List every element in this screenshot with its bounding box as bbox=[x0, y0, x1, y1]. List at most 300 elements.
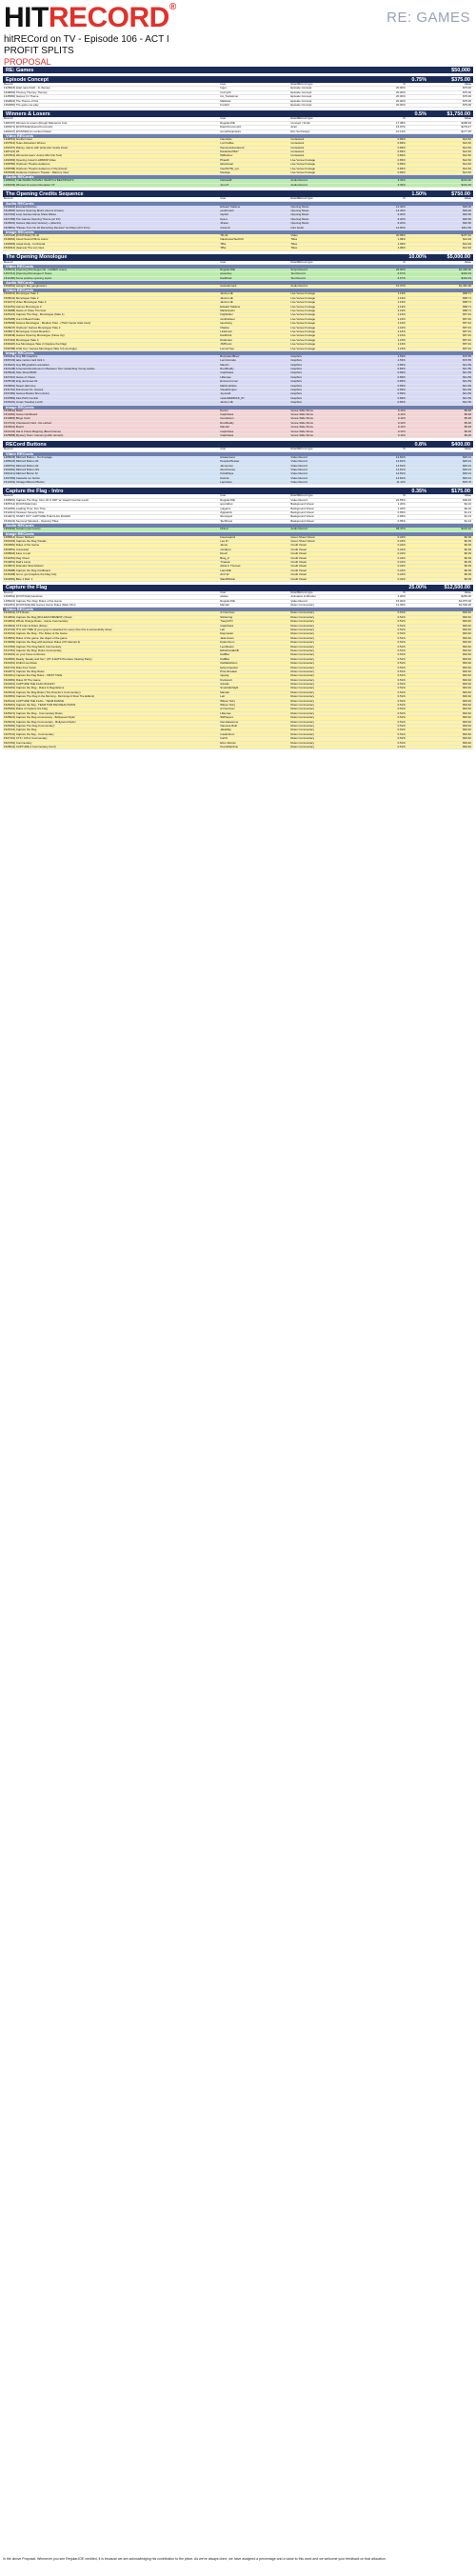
role-type: Background Visual bbox=[290, 519, 314, 523]
user-name: David Krummohz bbox=[220, 126, 242, 130]
value-cell: $58.71 bbox=[463, 292, 471, 296]
percent-cell: 1.16% bbox=[397, 343, 406, 347]
column-header: % bbox=[403, 197, 406, 201]
record-title[interactable]: 1527161] CTF / CIS-4 Commentary bbox=[4, 737, 48, 741]
record-title[interactable]: 1496439] Winners & Losers Remaster V2 bbox=[4, 183, 55, 187]
percent-cell: 0.83% bbox=[397, 396, 406, 400]
record-title[interactable]: 1537402] Monologue Take 4 bbox=[4, 338, 39, 342]
record-title[interactable]: 1345950] Games I'm Theme bbox=[4, 95, 39, 99]
value-cell: $1,875.00 bbox=[459, 599, 471, 603]
record-title[interactable]: 1525391] Rules of Capture the Flag bbox=[4, 708, 48, 711]
record-title[interactable]: 1523401] CAPTURE THE FLAG RULES!! bbox=[4, 683, 55, 687]
record-title[interactable]: 1526241] Capture the Flag Commentary - Bollywood Style! bbox=[4, 720, 76, 724]
user-name: bfrand bbox=[220, 528, 228, 531]
user-name: Mandel bbox=[220, 690, 229, 694]
role-type: Video Record bbox=[290, 455, 307, 459]
value-cell: $14.52 bbox=[463, 163, 471, 167]
record-title[interactable]: 1521721] Rule Four Vocal bbox=[4, 666, 36, 669]
record-title[interactable]: 1515988] Capture the Flag Cardboard bbox=[4, 569, 50, 572]
role-type: Audio Record bbox=[290, 285, 307, 289]
percent-cell: 6.67% bbox=[397, 276, 406, 280]
percent-cell: 0.22% bbox=[397, 552, 406, 556]
percent-cell: 0.65% bbox=[397, 515, 406, 519]
record-title[interactable]: 1522142] Hat & Chess Mapping (Board Game) bbox=[4, 429, 62, 433]
role-type: Rules Commentary bbox=[290, 662, 315, 666]
record-title[interactable]: 1539788] LIVE Joe / Games Monologue Take 5 (Low Angle) bbox=[4, 347, 77, 350]
percent-cell: 20.00% bbox=[396, 103, 406, 107]
percent-cell: 1.16% bbox=[397, 334, 406, 338]
value-cell: $63.62 bbox=[463, 649, 471, 652]
value-cell: $63.62 bbox=[463, 732, 471, 736]
record-title[interactable]: 1510661] Whole Orange Rules - Game Commentary bbox=[4, 620, 69, 624]
percent-cell: 0.51% bbox=[397, 666, 406, 669]
user-name: Nandigu bbox=[220, 171, 231, 175]
user-name: PhauDi bbox=[220, 158, 229, 162]
value-cell: $63.62 bbox=[463, 636, 471, 640]
record-title[interactable]: 1500104] Capture the Flag Visuals bbox=[4, 539, 47, 543]
record-title[interactable]: 1483371] [FOOTAGE] David Krummohz bbox=[4, 126, 53, 130]
percent-cell: 1.99% bbox=[397, 238, 406, 242]
role-type: Rules Commentary bbox=[290, 645, 315, 649]
percent-cell: 1.19% bbox=[397, 310, 406, 313]
group-label: Video RECords bbox=[3, 265, 473, 269]
user-name: CaptClaws bbox=[220, 429, 234, 433]
user-name: BodyHandBrew bbox=[220, 354, 240, 358]
user-name: Tiffie bbox=[220, 242, 227, 246]
value-cell: $58.71 bbox=[463, 301, 471, 305]
record-title[interactable]: 1531761] Dominoes No. Games bbox=[4, 389, 44, 392]
record-title[interactable]: 1513071] START OUT: CAPTURE THE FLAG RULES! bbox=[4, 515, 71, 519]
record-title[interactable]: 1503851] Contested bbox=[4, 548, 30, 551]
role-type: Contestant bbox=[290, 150, 305, 154]
record-title[interactable]: 1527041] Capture the flag - Commentary bbox=[4, 732, 54, 736]
record-title[interactable]: 1537482] Games Bucket Shot (Anim) bbox=[4, 392, 50, 396]
record-title[interactable]: 1522081] Blue 1 Red: 1 bbox=[4, 577, 33, 581]
user-name: Goodarson bbox=[220, 417, 234, 421]
record-title[interactable]: 1523081] Rules Of The Game bbox=[4, 678, 41, 682]
percent-cell: 0.83% bbox=[397, 375, 406, 379]
percent-cell: 0.51% bbox=[397, 674, 406, 678]
record-title[interactable]: 1539101] Jonas Tuesday Lunch bbox=[4, 401, 43, 405]
record-title[interactable]: 1451607] Rainey, dance with pride (but mostly loser) bbox=[4, 146, 69, 150]
record-title[interactable]: 1501411] RECord Button Nr bbox=[4, 472, 38, 476]
role-type: Contestant bbox=[290, 137, 305, 141]
record-title[interactable]: 1520581] Ready, Steady and Set ! (OT & EATS Premiere Viewing Party) bbox=[4, 657, 92, 661]
section-header bbox=[3, 67, 473, 73]
value-cell: $46.50 bbox=[463, 213, 471, 217]
value-cell: $41.59 bbox=[463, 396, 471, 400]
record-title[interactable]: 1516682] Capture the Flag with Harrison Rules (VO Attempt 2) bbox=[4, 641, 81, 645]
percent-cell: 0.83% bbox=[397, 158, 406, 162]
record-title[interactable]: 1328416] [start race finish - fo themes bbox=[4, 87, 50, 90]
value-cell: $111.56 bbox=[461, 226, 471, 230]
record-title[interactable]: 1526721] Capture the Flag bbox=[4, 729, 37, 732]
record-title[interactable]: 1525121] Capture The Flag - Monologue (Take 1) bbox=[4, 313, 65, 317]
percent-cell: 0.51% bbox=[397, 741, 406, 745]
percent-cell: 1.53% bbox=[397, 354, 406, 358]
percent-cell: 14.81% bbox=[396, 476, 406, 480]
value-cell: $63.62 bbox=[463, 662, 471, 666]
record-title[interactable]: 1537882] Fast Pitch Central bbox=[4, 396, 38, 400]
record-title[interactable]: 1457516] Team distraction Winner bbox=[4, 142, 46, 146]
record-title[interactable]: 1539118] Joe Monologue Take 2 (Capture the Flag) bbox=[4, 343, 67, 347]
record-title[interactable]: 1514831] Dad's Lamp bbox=[4, 560, 31, 564]
record-title[interactable]: 1502940] Sustain (spin boost) bbox=[4, 528, 41, 531]
section bbox=[3, 254, 473, 442]
percent-cell: 16.37% bbox=[396, 285, 406, 289]
role-type: Credit Visual bbox=[290, 544, 307, 548]
record-title[interactable]: 1521661] Inhibit Live Rules bbox=[4, 662, 37, 666]
record-title[interactable]: 1533048] Games Opening Monologue (Close Up) bbox=[4, 334, 65, 338]
user-name: LarenDE bbox=[220, 569, 231, 572]
role-type: Graphics bbox=[290, 380, 302, 384]
percent-cell: 12.40% bbox=[396, 205, 406, 209]
record-title[interactable]: 1512281] Loading Time: Fun Time bbox=[4, 507, 46, 510]
record-title[interactable]: 1468788] Orpheum Theatre Audience 2 Clip (Fixed) bbox=[4, 167, 68, 170]
value-cell: $14.52 bbox=[463, 171, 471, 175]
role-type: Live Venue Footage bbox=[290, 310, 316, 313]
role-type: Credit Visual bbox=[290, 552, 307, 556]
record-title[interactable]: 1519161] on your home territories bbox=[4, 653, 46, 657]
user-name: Dylan Dunn bbox=[220, 641, 235, 645]
record-title[interactable]: 1486945] RECord Button - Ten Footage bbox=[4, 455, 52, 459]
record-title[interactable]: 1488123] RECord Button #3 bbox=[4, 460, 39, 464]
user-name: KattBat bbox=[220, 657, 229, 661]
percent-cell: 0.11% bbox=[397, 421, 406, 425]
percent-cell: 0.83% bbox=[397, 389, 406, 392]
percent-cell: 0.65% bbox=[397, 511, 406, 515]
percent-cell: 0.51% bbox=[397, 669, 406, 673]
record-title[interactable]: 1528749] king dominoes #1 bbox=[4, 380, 38, 384]
percent-cell: 14.60% bbox=[396, 226, 406, 230]
role-type: Venue Slide Show bbox=[290, 426, 313, 429]
record-title[interactable]: 1484447] [POSTER] An excited drawer bbox=[4, 130, 52, 133]
value-cell: $0.39 bbox=[464, 552, 471, 556]
record-title[interactable]: 1481337] Winners & Losers (Rough Reference Cut) bbox=[4, 121, 68, 125]
percent-cell: 1.16% bbox=[397, 347, 406, 350]
percent-cell: 12.40% bbox=[396, 209, 406, 212]
percent-cell: 0.51% bbox=[397, 678, 406, 682]
record-title[interactable]: 1524261] Capture the Flag - Rules & Regulations bbox=[4, 687, 65, 690]
record-title[interactable]: 1493369] Opening crowd in ARMOR Video bbox=[4, 158, 56, 162]
percent-cell: 0.22% bbox=[397, 556, 406, 560]
record-title[interactable]: 1513481] Game Cardboard bbox=[4, 413, 38, 416]
value-cell: $5.48 bbox=[464, 429, 471, 433]
role-type: Venue Slide Show bbox=[290, 417, 313, 421]
record-title[interactable]: 1468780] Orpheum Theatre Audience bbox=[4, 163, 50, 167]
record-title[interactable]: 1513866] Bingo Card bbox=[4, 417, 30, 421]
role-type: Rules Commentary bbox=[290, 669, 315, 673]
section-percent: 0.8% bbox=[414, 441, 426, 448]
value-cell: $58.71 bbox=[463, 305, 471, 309]
role-type: Graphics bbox=[290, 384, 302, 388]
role-type: Rules Commentary bbox=[290, 737, 315, 741]
role-type: Video Record bbox=[290, 460, 307, 464]
value-cell: $45.01 bbox=[463, 455, 471, 459]
section-value: $12,500.00 bbox=[444, 585, 470, 591]
user-name: Kpa.a bbox=[220, 217, 228, 221]
record-title[interactable]: 1503981] Rules of the Game bbox=[4, 544, 39, 548]
record-title[interactable]: 1506729] take motion card trick 1 bbox=[4, 359, 45, 363]
role-type: Rules Commentary bbox=[290, 666, 315, 669]
record-title[interactable]: 1522411] Capture the Flag Rules - FIRST TAKE bbox=[4, 674, 63, 678]
record-title[interactable]: 1511651] Flag Chest bbox=[4, 556, 30, 560]
record-title[interactable]: 1528217] Monologue Crowd Reaction bbox=[4, 329, 50, 333]
user-name: LemonTree bbox=[220, 347, 234, 350]
user-name: RumBuddy bbox=[220, 421, 234, 425]
value-cell: $63.62 bbox=[463, 704, 471, 708]
record-title[interactable]: 1489751] RECord Button #2 bbox=[4, 464, 39, 468]
record-title[interactable]: 1504412] Guy Bill Graphics bbox=[4, 354, 38, 358]
record-title[interactable]: 1497228] [FOOTAGE] TD-42 bbox=[4, 233, 40, 237]
record-title[interactable]: 1525458] Joe's Fifteenth take bbox=[4, 317, 40, 321]
record-title[interactable]: 1512301] Vintage RECord Button bbox=[4, 481, 45, 485]
role-type: Episode Concept bbox=[290, 103, 312, 107]
section bbox=[3, 585, 473, 752]
record-title[interactable]: 1522071] Capture the Flag Rules bbox=[4, 669, 45, 673]
record-title[interactable]: 1527402] Loop Games Game Show Ditties bbox=[4, 213, 56, 217]
role-type: Graphics bbox=[290, 389, 302, 392]
value-cell: $75.00 bbox=[463, 103, 471, 107]
record-title[interactable]: 1508902] Face to Lair bbox=[4, 552, 31, 556]
percent-cell: 1.19% bbox=[397, 305, 406, 309]
group-label: Image RECords bbox=[3, 406, 473, 409]
section-name: Capture the Flag bbox=[6, 585, 48, 591]
record-title[interactable]: 1522865] Games Opening Music (drums & bass) bbox=[4, 209, 64, 212]
record-title[interactable]: 1511071] Video Monologue Take 3 bbox=[4, 301, 47, 305]
record-title[interactable]: 1526481] Capture The Flag Commentary! bbox=[4, 725, 55, 728]
user-name: LeonEvans bbox=[220, 645, 234, 649]
user-name: Wilson Tarry bbox=[220, 699, 236, 703]
record-title[interactable]: 1392960] The game we play bbox=[4, 103, 39, 107]
section-spacer bbox=[3, 749, 473, 752]
section-header bbox=[3, 254, 473, 261]
record-title[interactable]: 1529091] Sweet Harmony bbox=[4, 384, 36, 388]
user-name: Linkdmstr bbox=[220, 329, 232, 333]
record-title[interactable]: 1516498] Go to: get (Capture the Flag Out) bbox=[4, 573, 57, 577]
value-cell: $75.00 bbox=[463, 95, 471, 99]
section-value: $50,000 bbox=[451, 67, 470, 73]
role-type: Live Venue Footage bbox=[290, 313, 316, 317]
percent-cell: 1.20% bbox=[397, 507, 406, 510]
record-title[interactable]: 1516441] Seymour Monsteri - Opening Titles bbox=[4, 519, 59, 523]
value-cell: $57.91 bbox=[463, 326, 471, 329]
value-cell: $102.32 bbox=[461, 528, 471, 531]
percent-cell: 1.16% bbox=[397, 322, 406, 326]
record-title[interactable]: 1496514] Green Stickers bbox=[4, 535, 34, 539]
record-title[interactable]: 1548454] Cloud Sound f/films colors bbox=[4, 238, 49, 242]
percent-cell: 6.20% bbox=[397, 217, 406, 221]
record-title[interactable]: 1448761] Another loser bbox=[4, 137, 32, 141]
user-name: somethinginspire bbox=[220, 130, 242, 133]
value-cell: $0.39 bbox=[464, 535, 471, 539]
percent-cell: 0.51% bbox=[397, 636, 406, 640]
user-name: Zgtpatrick bbox=[220, 511, 232, 515]
record-title[interactable]: 1511251] Games Monologue 4 bbox=[4, 305, 42, 309]
record-title[interactable]: 1525958] Mystery Team: Games (public domain) bbox=[4, 433, 64, 437]
record-title[interactable]: 1488464] THE WARM WOMAN: WANTS A BEATWOATS bbox=[4, 179, 74, 183]
role-type: Video Record bbox=[290, 599, 307, 603]
user-name: VisualJumper bbox=[220, 389, 237, 392]
record-title[interactable]: 1502261] [FOOTAGE] RE:Games Game Rules (Main Film) bbox=[4, 604, 76, 608]
record-title[interactable]: 1504031] Monologue Take 1 bbox=[4, 292, 39, 296]
value-cell: $63.62 bbox=[463, 624, 471, 628]
record-title[interactable]: 1497413] [Opening Monologue II Notes bbox=[4, 272, 52, 276]
group-label: Image RECords bbox=[3, 351, 473, 355]
role-type: Credit Visual bbox=[290, 560, 307, 564]
record-title[interactable]: 1495691] Capture The Flag: Intro: DI S ODT w/ Joseph Gordon-Levitt bbox=[4, 498, 89, 502]
role-type: Rules Commentary bbox=[290, 725, 315, 728]
percent-cell: 0.51% bbox=[397, 716, 406, 720]
record-title[interactable]: 1517451] Capture the Flag: Rules Commentary bbox=[4, 649, 62, 652]
record-title[interactable]: 1526861] *Please Turn On All Recording Devices* w/ Fifteen (FX Intro) bbox=[4, 226, 90, 230]
record-title[interactable]: 1457816] Winners/Losers: Anime Mix! (No Text) bbox=[4, 154, 63, 158]
group-label: Audio RECords bbox=[3, 202, 473, 206]
record-title[interactable]: 1495031] [Opening Monologue I/E : GAMES notes] bbox=[4, 268, 67, 271]
record-title[interactable]: 1524541] Capture the Flag Rules (The Director's Commentary) bbox=[4, 690, 81, 694]
group-label: Image RECords bbox=[3, 230, 473, 234]
percent-cell: 0.51% bbox=[397, 657, 406, 661]
record-title[interactable]: 1497469] Cassette rec button bbox=[4, 476, 40, 480]
record-title[interactable]: 1527251] Commentary bbox=[4, 741, 32, 745]
percent-cell: 20.00% bbox=[396, 87, 406, 90]
group-label: Video RECords bbox=[3, 134, 473, 138]
record-title[interactable]: 1525471] Capture the Flag - Commentary Rules bbox=[4, 711, 63, 715]
record-title[interactable]: 1511282] Some positive opening topics bbox=[4, 276, 52, 280]
value-cell: $63.62 bbox=[463, 745, 471, 749]
record-title[interactable]: 1515101] Capture the Flag - The Rules of the Game bbox=[4, 632, 68, 636]
role-type: Rec Set Design bbox=[290, 130, 310, 133]
record-title[interactable]: 1510418] Emerald Witches bbox=[4, 205, 37, 209]
record-title[interactable]: 1517081] Capture The Flag Mock Commentary bbox=[4, 645, 62, 649]
percent-cell: 1.16% bbox=[397, 313, 406, 317]
record-title[interactable]: 1510540] Mask bbox=[4, 409, 23, 412]
user-name: CaptClaws bbox=[220, 624, 234, 628]
percent-cell: 0.51% bbox=[397, 683, 406, 687]
percent-cell: 0.11% bbox=[397, 426, 406, 429]
record-title[interactable]: 1515847] Dramatic Slow Motion! bbox=[4, 565, 44, 569]
record-title[interactable]: 1516551] Rules of the game: the object of the game bbox=[4, 636, 68, 640]
user-name: CaptClaws bbox=[220, 371, 234, 375]
user-name: brightbiker bbox=[220, 313, 233, 317]
role-type: Graphics bbox=[290, 368, 302, 371]
user-name: hakuinusuzhezilizzi bbox=[220, 238, 244, 242]
record-title[interactable]: 1493993] visual study - horizontal bbox=[4, 242, 46, 246]
group-label: Video RECords bbox=[3, 289, 473, 292]
percent-cell: 0.22% bbox=[397, 535, 406, 539]
record-title[interactable]: 1500281] RECord Button NS bbox=[4, 468, 40, 471]
record-title[interactable]: 1510661] Capture the Flag (RULES/COMMENT) (Slow) bbox=[4, 615, 72, 619]
section bbox=[3, 110, 473, 190]
record-title[interactable]: 1527458] The Games Opening Theme (w/ FX) bbox=[4, 217, 61, 221]
role-type: Opening Music bbox=[290, 213, 309, 217]
record-title[interactable]: 1521448] A General Excitement in Between Two Upstanding Young Ladies bbox=[4, 368, 95, 371]
brand-title: RE: GAMES bbox=[387, 10, 470, 26]
section-value: $375.00 bbox=[451, 76, 470, 83]
user-name: Vanessa Ruth bbox=[220, 725, 238, 728]
user-name: RegularJOE bbox=[220, 599, 235, 603]
user-name: Jamie bbox=[220, 544, 228, 548]
record-title[interactable]: 1526944] Side Show BIND bbox=[4, 371, 37, 375]
role-type: Live Venue Footage bbox=[290, 317, 316, 321]
role-type: Credit Visual bbox=[290, 573, 307, 577]
role-type: Episode Concept bbox=[290, 87, 312, 90]
record-title[interactable]: 1528041] CAPTURE 4 Commentary (Cerf) bbox=[4, 745, 56, 749]
user-name: Krebscart bbox=[220, 678, 232, 682]
record-title[interactable]: 1526047] Orpheum Games Monologue Take 2 bbox=[4, 326, 61, 329]
record-title[interactable]: 1493661] [FOOTAGE] teleshow bbox=[4, 595, 43, 599]
record-title[interactable]: 1502091] swingin' like gangbusters bbox=[4, 285, 47, 289]
record-title[interactable]: 1518488] Game of Video The best bbox=[4, 310, 47, 313]
value-cell: $161.20 bbox=[461, 183, 471, 187]
role-type: Venue Slide Show bbox=[290, 433, 313, 437]
record-title[interactable]: 1520001] Board bbox=[4, 426, 24, 429]
value-cell: $1.13 bbox=[464, 519, 471, 523]
record-title[interactable]: 1525621] Capture the Flag commentary - Bollywood Style! bbox=[4, 716, 75, 720]
record-title[interactable]: 1505714] [FOOTAGE] Intro bbox=[4, 503, 37, 507]
role-type: Rules Commentary bbox=[290, 604, 315, 608]
record-title[interactable]: 1392822] The Theme of this bbox=[4, 99, 39, 103]
percent-cell: 0.51% bbox=[397, 632, 406, 636]
record-title[interactable]: 1338263] Themey Themey Themey bbox=[4, 90, 48, 94]
percent-cell: 1.19% bbox=[397, 296, 406, 300]
record-title[interactable]: 1524561] Capture The Flag in the Morning - Mornings & Slow The Editors) bbox=[4, 695, 95, 699]
record-title[interactable]: 1516431] Guy Bill graphics animation bbox=[4, 363, 50, 367]
user-name: sputnikbot bbox=[220, 503, 233, 507]
value-cell: $63.62 bbox=[463, 645, 471, 649]
record-title[interactable]: 1506041] Monologue Take 2 bbox=[4, 296, 39, 300]
record-title[interactable]: 1512411] Nineteen Seventy Nine bbox=[4, 511, 45, 515]
role-type: Live Venue Footage bbox=[290, 343, 316, 347]
user-name: Elmo Warren bbox=[220, 741, 236, 745]
user-name: Tiffie bbox=[220, 247, 227, 250]
record-title[interactable]: 1534312] (Games) The sun rises bbox=[4, 247, 45, 250]
value-cell: $0.39 bbox=[464, 539, 471, 543]
value-cell: $2.10 bbox=[464, 503, 471, 507]
user-name: Brag_Z bbox=[220, 556, 229, 560]
column-header: Record bbox=[4, 494, 13, 498]
user-name: lopehuing bbox=[220, 322, 232, 326]
value-cell: $63.62 bbox=[463, 708, 471, 711]
percent-cell: 1.19% bbox=[397, 301, 406, 305]
record-title[interactable]: 1514702] IT'S GO-TIME (if your guys is awarded for every time this is successfully done) bbox=[4, 629, 112, 632]
record-title[interactable]: 1527410] Game of Chess bbox=[4, 375, 35, 379]
record-title[interactable]: 1495221] Capture The Flag: Rules of the Game bbox=[4, 599, 63, 603]
record-title[interactable]: 1510341] CTF Rules bbox=[4, 611, 30, 615]
record-title[interactable]: 1487121] Wi bbox=[4, 150, 20, 154]
user-name: Janice LIE bbox=[220, 301, 233, 305]
record-title[interactable]: 1513924] CTF Intro & Rules (Rose) bbox=[4, 624, 48, 628]
role-type: Venue Slide Show bbox=[290, 409, 313, 412]
role-type: Credit Visual bbox=[290, 569, 307, 572]
record-title[interactable]: 1525141] CAPTURE THE FLAG - TEAM DANCE bbox=[4, 699, 65, 703]
percent-cell: 0.83% bbox=[397, 371, 406, 375]
user-name: Tmasek bbox=[220, 560, 230, 564]
value-cell: $41.59 bbox=[463, 392, 471, 396]
user-name: Daymaster bbox=[220, 632, 234, 636]
column-header: % bbox=[403, 117, 406, 121]
record-title[interactable]: 1526931] Games (Hip-Hop Version) + (Electro) bbox=[4, 222, 62, 226]
user-name: Maihutlyubn bbox=[220, 310, 235, 313]
record-title[interactable]: 1525261] Capture the flag - TEAM TOM PAN REACTIONS bbox=[4, 704, 76, 708]
record-title[interactable]: 1517341] Checkered Card - Re-carbed bbox=[4, 421, 51, 425]
column-header: % bbox=[403, 260, 406, 264]
section-header bbox=[3, 190, 473, 197]
percent-cell: 1.20% bbox=[397, 503, 406, 507]
role-type: Text Record bbox=[290, 276, 306, 280]
record-title[interactable]: 1505368] Audience Orpheum Theater - Balcony View bbox=[4, 171, 69, 175]
record-title[interactable]: 1525658] Games Monologue - Medium Shot - (Third Center Aisle Cam) bbox=[4, 322, 91, 326]
